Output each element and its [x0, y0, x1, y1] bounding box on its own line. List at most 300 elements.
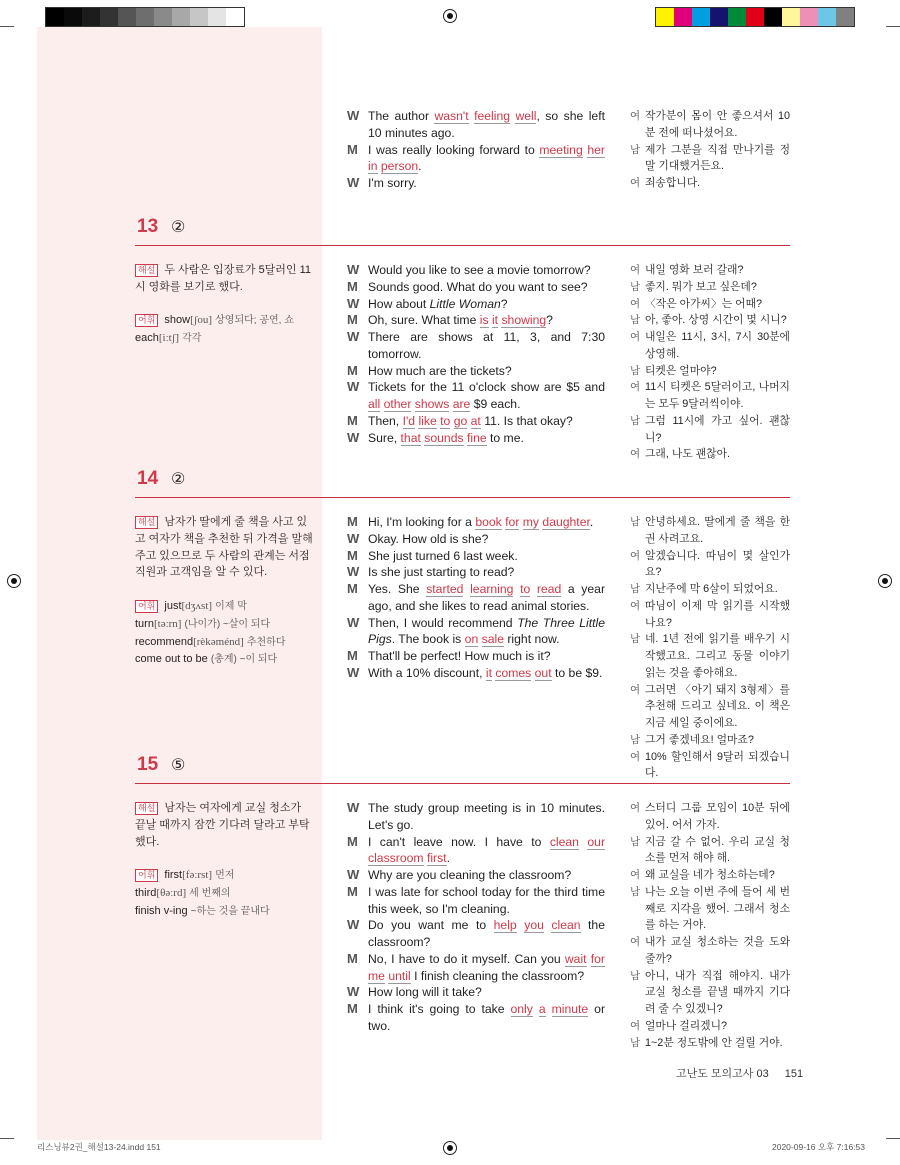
- vocab-pronunciation: [ʃou]: [190, 314, 213, 327]
- speaker-label: 남: [630, 885, 641, 898]
- line-text: Then, I would recommend The Three Little Pigs. The book is on sale right now.: [368, 615, 605, 647]
- color-swatch: [818, 8, 836, 26]
- question-number: 14: [137, 468, 159, 489]
- dialogue-line: [630, 1018, 790, 1035]
- dialogue-english: [347, 514, 605, 682]
- speaker-label: 남: [630, 314, 641, 327]
- line-text: 1~2분 정도밖에 안 걸릴 거야.: [645, 1036, 783, 1049]
- section-header: [135, 216, 790, 246]
- vocab-pronunciation: [təːrn]: [153, 617, 182, 630]
- color-swatch: [172, 8, 190, 26]
- speaker-label: W: [347, 917, 360, 933]
- line-text: 알겠습니다. 따님이 몇 살인가요?: [645, 549, 790, 579]
- dialogue-line: [347, 1001, 605, 1035]
- vocabulary-list: [135, 312, 313, 348]
- vocab-pronunciation: [dʒʌst]: [181, 599, 213, 612]
- speaker-label: 여: [630, 110, 641, 122]
- answer-blank: help: [493, 918, 517, 933]
- answer-blank: wait: [564, 951, 587, 966]
- answer-blank: out: [534, 665, 552, 680]
- dialogue-line: [630, 548, 790, 582]
- book-title: 고난도 모의고사 03: [676, 1068, 769, 1080]
- speaker-label: M: [347, 1001, 358, 1016]
- line-text: 좋지. 뭐가 보고 싶은데?: [645, 280, 757, 293]
- line-text: Yes. She started learning to read a year ago, and she likes to read animal stories.: [368, 582, 605, 613]
- color-swatch: [656, 8, 674, 26]
- color-swatch: [64, 8, 82, 26]
- line-text: 나는 오늘 이번 주에 들어 세 번째로 지각을 했어. 그래서 청소를 하는 거야.: [645, 885, 790, 932]
- dialogue-line: [630, 175, 790, 192]
- vocab-tag: 어휘: [135, 869, 158, 882]
- dialogue-line: [630, 379, 790, 413]
- dialogue-line: [347, 834, 605, 868]
- color-swatch: [46, 8, 64, 26]
- line-text: With a 10% discount, it comes out to be $9.: [368, 665, 603, 680]
- speaker-label: W: [347, 295, 360, 311]
- dialogue-line: [630, 108, 790, 142]
- speaker-label: 남: [630, 835, 641, 848]
- vocab-pronunciation: [rèkəménd]: [193, 635, 244, 648]
- line-text: Do you want me to help you clean the classroom?: [368, 918, 605, 949]
- color-swatch: [836, 8, 854, 26]
- line-text: 내일 영화 보러 갈래?: [645, 264, 744, 276]
- answer-blank: all: [368, 397, 381, 411]
- speaker-label: W: [347, 262, 360, 277]
- answer-blank: well: [515, 109, 537, 123]
- crop-mark: [0, 26, 14, 27]
- speaker-label: 여: [630, 1019, 641, 1032]
- answer-blank: like: [418, 413, 437, 428]
- line-text: I was late for school today for the third time this week, so I'm cleaning.: [368, 884, 605, 916]
- answer-blank: first: [426, 851, 447, 866]
- color-swatch: [782, 8, 800, 26]
- question-number: 15: [137, 754, 159, 775]
- answer-blank: shows: [414, 397, 450, 411]
- dialogue-line: [630, 732, 790, 749]
- color-swatch: [800, 8, 818, 26]
- answer-number: ⑤: [171, 757, 186, 774]
- explanation: 해설 남자는 여자에게 교실 청소가 끝날 때까지 잠깐 기다려 달라고 부탁했다.: [135, 802, 310, 848]
- answer-blank: sale: [481, 632, 504, 647]
- answer-blank: in: [368, 159, 378, 174]
- notes-column: [135, 514, 313, 669]
- color-swatch: [154, 8, 172, 26]
- answer-blank: clean: [551, 918, 581, 933]
- vocab-meaning: (나이가) ~살이 되다: [184, 618, 271, 630]
- speaker-label: 남: [630, 733, 641, 746]
- vocab-item: [135, 616, 313, 634]
- vocab-word: each: [135, 332, 159, 345]
- line-text: Hi, I'm looking for a book for my daughter.: [368, 515, 594, 529]
- line-text: 그럼 11시에 가고 싶어. 괜찮니?: [645, 414, 790, 444]
- line-text: 제가 그분을 직접 만나기를 정말 기대했거든요.: [645, 143, 790, 173]
- line-text: 스터디 그룹 모임이 10분 뒤에 있어. 어서 가자.: [645, 802, 790, 831]
- dialogue-line: [347, 884, 605, 918]
- speaker-label: 남: [630, 516, 641, 528]
- line-text: No, I have to do it myself. Can you wait for me until I finish cleaning the classroom?: [368, 951, 605, 983]
- speaker-label: 남: [630, 583, 641, 595]
- answer-blank: to: [440, 413, 451, 428]
- dialogue-english: [347, 262, 605, 446]
- line-text: There are shows at 11, 3, and 7:30 tomorrow.: [368, 330, 605, 361]
- answer-blank: classroom: [368, 851, 424, 866]
- line-text: 그거 좋겠네요! 얼마죠?: [645, 733, 754, 746]
- vocab-item: [135, 885, 313, 903]
- answer-blank: comes: [495, 665, 532, 680]
- speaker-label: W: [347, 108, 360, 123]
- line-text: I was really looking forward to meeting her in person.: [368, 142, 605, 174]
- answer-blank: meeting: [539, 142, 583, 157]
- line-text: 내일은 11시, 3시, 7시 30분에 상영해.: [645, 331, 790, 360]
- line-text: 네. 1년 전에 읽기를 배우기 시작했고요. 그리고 동물 이야기 읽는 것을 좋아해요.: [645, 633, 790, 679]
- line-text: I can't leave now. I have to clean our classroom first.: [368, 834, 606, 866]
- answer-blank: her: [587, 142, 605, 157]
- answer-blank: daughter: [542, 515, 590, 529]
- speaker-label: 남: [630, 364, 641, 377]
- vocab-word: recommend: [135, 635, 194, 648]
- color-swatch: [226, 8, 244, 26]
- color-swatch: [100, 8, 118, 26]
- cmyk-color-bar: [655, 7, 855, 27]
- vocab-word: finish v-ing: [135, 904, 188, 917]
- line-text: That'll be perfect! How much is it?: [368, 649, 551, 663]
- dialogue-line: [630, 968, 790, 1018]
- line-text: How much are the tickets?: [368, 363, 512, 378]
- color-swatch: [764, 8, 782, 26]
- dialogue-line: [630, 329, 790, 363]
- color-swatch: [190, 8, 208, 26]
- answer-blank: my: [522, 515, 540, 529]
- vocab-word: third: [135, 886, 157, 899]
- dialogue-line: [347, 312, 605, 329]
- dialogue-line: [630, 884, 790, 934]
- dialogue-line: [347, 984, 605, 1001]
- answer-blank: book: [475, 515, 502, 529]
- line-text: Sounds good. What do you want to see?: [368, 279, 588, 294]
- line-text: 그러면 〈아기 돼지 3형제〉를 추천해 드리고 싶네요. 이 책은 지금 세일 중이에요.: [645, 683, 790, 729]
- line-text: 얼마나 걸리겠니?: [645, 1019, 728, 1032]
- speaker-label: M: [347, 412, 358, 428]
- color-swatch: [208, 8, 226, 26]
- speaker-label: M: [347, 141, 358, 157]
- vocabulary-list: [135, 867, 313, 920]
- dialogue-line: [630, 934, 790, 968]
- answer-blank: it: [491, 313, 499, 328]
- speaker-label: M: [347, 833, 358, 849]
- dialogue-line: [630, 413, 790, 447]
- speaker-label: 여: [630, 381, 641, 394]
- dialogue-line: [630, 682, 790, 732]
- line-text: 그래, 나도 괜찮아.: [645, 448, 731, 461]
- vocab-meaning: 세 번째의: [189, 887, 231, 899]
- speaker-label: W: [347, 530, 360, 546]
- color-swatch: [118, 8, 136, 26]
- dialogue-line: [347, 379, 605, 413]
- answer-blank: that: [400, 430, 421, 445]
- explanation-tag: 해설: [135, 802, 158, 815]
- answer-blank: are: [452, 397, 471, 411]
- speaker-label: W: [347, 429, 360, 445]
- line-text: 〈작은 아가씨〉는 어때?: [645, 297, 763, 310]
- vocab-word: first: [164, 869, 183, 882]
- vocab-word: just: [164, 599, 182, 612]
- line-text: Would you like to see a movie tomorrow?: [368, 263, 591, 277]
- speaker-label: 여: [630, 549, 641, 562]
- speaker-label: 여: [630, 177, 641, 189]
- color-swatch: [82, 8, 100, 26]
- dialogue-line: [347, 615, 605, 649]
- dialogue-line: [347, 548, 605, 565]
- explanation: 해설 두 사람은 입장료가 5달러인 11시 영화를 보기로 했다.: [135, 264, 312, 293]
- dialogue-line: [347, 363, 605, 380]
- vocab-meaning: 상영되다; 공연, 쇼: [215, 315, 294, 327]
- speaker-label: 남: [630, 633, 641, 646]
- answer-blank: other: [383, 397, 412, 411]
- dialogue-line: [630, 581, 790, 598]
- color-swatch: [692, 8, 710, 26]
- line-text: I'm sorry.: [368, 176, 417, 190]
- notes-column: [135, 262, 313, 348]
- speaker-label: W: [347, 564, 360, 580]
- crop-mark: [886, 1138, 900, 1139]
- speaker-label: 여: [630, 750, 641, 763]
- color-swatch: [746, 8, 764, 26]
- speaker-label: 남: [630, 414, 641, 427]
- speaker-label: W: [347, 379, 360, 395]
- speaker-label: M: [347, 950, 358, 966]
- title-italic: Little Woman: [429, 296, 501, 311]
- dialogue-line: [347, 581, 605, 615]
- answer-blank: you: [524, 918, 544, 933]
- vocab-word: show: [164, 314, 191, 327]
- color-swatch: [710, 8, 728, 26]
- page-number: 151: [784, 1068, 804, 1080]
- line-text: Oh, sure. What time is it showing?: [368, 313, 553, 328]
- dialogue-line: [347, 296, 605, 313]
- vocab-item: [135, 651, 313, 669]
- speaker-label: W: [347, 664, 360, 680]
- speaker-label: 여: [630, 599, 641, 612]
- dialogue-line: [347, 430, 605, 447]
- line-text: 작가분이 몸이 안 좋으셔서 10분 전에 떠나셨어요.: [645, 110, 790, 139]
- line-text: 10% 할인해서 9달러 되겠습니다.: [645, 750, 790, 780]
- speaker-label: M: [347, 581, 358, 596]
- dialogue-line: [347, 329, 605, 363]
- line-text: How about Little Woman?: [368, 296, 508, 311]
- vocab-tag: 어휘: [135, 600, 158, 613]
- dialogue-line: [347, 665, 605, 682]
- page-footer: [676, 1065, 803, 1081]
- line-text: The study group meeting is in 10 minutes. Let's go.: [368, 801, 605, 832]
- dialogue-line: [347, 867, 605, 884]
- dialogue-line: [347, 917, 605, 951]
- speaker-label: 여: [630, 683, 641, 696]
- section-header: [135, 468, 790, 498]
- line-text: Is she just starting to read?: [368, 565, 515, 580]
- dialogue-line: [630, 1035, 790, 1052]
- dialogue-korean: [630, 108, 790, 192]
- answer-blank: sounds: [424, 430, 464, 445]
- dialogue-line: [347, 175, 605, 192]
- dialogue-line: [630, 800, 790, 834]
- speaker-label: M: [347, 648, 358, 663]
- vocab-pronunciation: [iːtʃ]: [158, 332, 180, 345]
- speaker-label: W: [347, 329, 360, 344]
- dialogue-korean: [630, 262, 790, 463]
- speaker-label: M: [347, 278, 358, 294]
- vocab-item: [135, 598, 313, 616]
- speaker-label: M: [347, 547, 358, 563]
- vocab-item: [135, 634, 313, 652]
- grayscale-color-bar: [45, 7, 245, 27]
- speaker-label: 남: [630, 1036, 641, 1049]
- dialogue-line: [630, 867, 790, 884]
- answer-blank: go: [453, 413, 468, 428]
- dialogue-english: [347, 108, 605, 192]
- question-number: 13: [137, 216, 159, 237]
- answer-blank: person: [380, 159, 419, 174]
- answer-blank: for: [590, 951, 605, 966]
- vocab-item: [135, 867, 313, 885]
- vocab-item: [135, 312, 313, 330]
- speaker-label: M: [347, 362, 358, 378]
- speaker-label: M: [347, 514, 358, 529]
- dialogue-line: [630, 834, 790, 868]
- dialogue-line: [630, 262, 790, 279]
- vocab-meaning: 각각: [182, 333, 202, 345]
- vocab-tag: 어휘: [135, 314, 158, 327]
- answer-blank: learning: [470, 582, 514, 596]
- dialogue-line: [347, 413, 605, 430]
- speaker-label: 남: [630, 280, 641, 293]
- vocab-pronunciation: [fəːrst]: [182, 869, 213, 882]
- speaker-label: 여: [630, 869, 641, 881]
- dialogue-korean: [630, 514, 790, 782]
- speaker-label: W: [347, 175, 360, 190]
- line-text: 지금 갈 수 없어. 우리 교실 청소를 먼저 해야 해.: [645, 835, 790, 865]
- answer-blank: clean: [549, 834, 579, 849]
- speaker-label: 여: [630, 297, 641, 310]
- speaker-label: 여: [630, 802, 641, 814]
- answer-blank: I'd: [402, 413, 416, 428]
- color-swatch: [674, 8, 692, 26]
- line-text: Why are you cleaning the classroom?: [368, 868, 572, 882]
- explanation-tag: 해설: [135, 264, 158, 277]
- vocab-word: come out to be: [135, 653, 208, 666]
- dialogue-line: [347, 142, 605, 176]
- line-text: 따님이 이제 막 읽기를 시작했나요?: [645, 599, 790, 629]
- dialogue-english: [347, 800, 605, 1035]
- dialogue-line: [347, 514, 605, 531]
- line-text: Tickets for the 11 o'clock show are $5 and all other shows are $9 each.: [368, 380, 605, 411]
- speaker-label: W: [347, 984, 360, 1000]
- registration-mark-icon: [443, 1141, 457, 1155]
- notes-column: [135, 800, 313, 921]
- dialogue-line: [347, 951, 605, 985]
- line-text: 아, 좋아. 상영 시간이 몇 시니?: [645, 314, 787, 327]
- line-text: 내가 교실 청소하는 것을 도와줄까?: [645, 936, 790, 965]
- answer-blank: for: [505, 515, 520, 529]
- speaker-label: 남: [630, 969, 641, 982]
- color-swatch: [728, 8, 746, 26]
- dialogue-line: [347, 800, 605, 834]
- answer-number: ②: [171, 219, 186, 236]
- line-text: She just turned 6 last week.: [368, 548, 518, 563]
- dialogue-line: [347, 262, 605, 279]
- speaker-label: W: [347, 800, 360, 815]
- line-text: 11시 티켓은 5달러이고, 나머지는 모두 9달러씩이야.: [645, 381, 790, 410]
- dialogue-line: [347, 108, 605, 142]
- dialogue-line: [630, 312, 790, 329]
- dialogue-line: [630, 142, 790, 176]
- line-text: How long will it take?: [368, 985, 482, 1000]
- speaker-label: W: [347, 614, 360, 630]
- title-italic: The Three Little Pigs: [368, 615, 605, 647]
- answer-blank: to: [520, 582, 531, 596]
- line-text: 안녕하세요. 딸에게 줄 책을 한 권 사려고요.: [645, 516, 790, 545]
- dialogue-line: [347, 648, 605, 665]
- crop-mark: [886, 26, 900, 27]
- line-text: Then, I'd like to go at 11. Is that okay?: [368, 413, 573, 428]
- answer-blank: fine: [466, 430, 487, 445]
- answer-blank: minute: [551, 1002, 589, 1016]
- answer-blank: started: [426, 582, 464, 596]
- dialogue-line: [630, 598, 790, 632]
- vocab-item: [135, 903, 313, 921]
- answer-blank: our: [587, 834, 606, 849]
- vocab-meaning: ~하는 것을 끝내다: [190, 905, 270, 917]
- speaker-label: 여: [630, 331, 641, 343]
- vocab-item: [135, 330, 313, 348]
- answer-blank: it: [485, 665, 492, 680]
- vocab-meaning: 추천하다: [246, 636, 286, 648]
- vocab-meaning: 먼저: [215, 870, 235, 882]
- answer-blank: me: [368, 968, 385, 983]
- slug-filename: 리스닝뷰2권_해설13-24.indd 151: [37, 1142, 161, 1152]
- answer-blank: a: [538, 1002, 546, 1016]
- vocab-pronunciation: [θəːrd]: [156, 886, 187, 899]
- dialogue-line: [630, 279, 790, 296]
- line-text: I think it's going to take only a minute or two.: [368, 1002, 606, 1033]
- answer-number: ②: [171, 471, 186, 488]
- answer-blank: on: [464, 632, 479, 647]
- dialogue-korean: [630, 800, 790, 1051]
- vocabulary-list: [135, 598, 313, 669]
- vocab-meaning: (총계) ~이 되다: [210, 654, 278, 666]
- answer-blank: read: [536, 582, 562, 596]
- line-text: Okay. How old is she?: [368, 531, 489, 546]
- dialogue-line: [630, 514, 790, 548]
- explanation-tag: 해설: [135, 516, 158, 529]
- color-swatch: [136, 8, 154, 26]
- crop-mark: [0, 1138, 14, 1139]
- speaker-label: M: [347, 312, 358, 328]
- line-text: 왜 교실을 네가 청소하는데?: [645, 869, 775, 881]
- answer-blank: at: [470, 413, 481, 428]
- registration-mark-icon: [443, 9, 457, 23]
- answer-blank: showing: [501, 313, 547, 328]
- answer-blank: wasn't: [434, 109, 469, 123]
- vocab-word: turn: [135, 617, 154, 630]
- answer-blank: feeling: [474, 109, 511, 123]
- answer-blank: until: [388, 968, 411, 983]
- explanation: 해설 남자가 딸에게 줄 책을 사고 있고 여자가 책을 추천한 뒤 가격을 말해 주고 있으므로 두 사람의 관계는 서점 직원과 고객임을 알 수 있다.: [135, 516, 313, 579]
- line-text: 지난주에 막 6살이 되었어요.: [645, 583, 778, 595]
- answer-blank: is: [479, 313, 489, 328]
- speaker-label: 여: [630, 448, 641, 461]
- line-text: 아니, 내가 직접 해야지. 내가 교실 청소를 끝낼 때까지 기다려 줄 수 있겠니?: [645, 969, 790, 1015]
- dialogue-line: [630, 631, 790, 681]
